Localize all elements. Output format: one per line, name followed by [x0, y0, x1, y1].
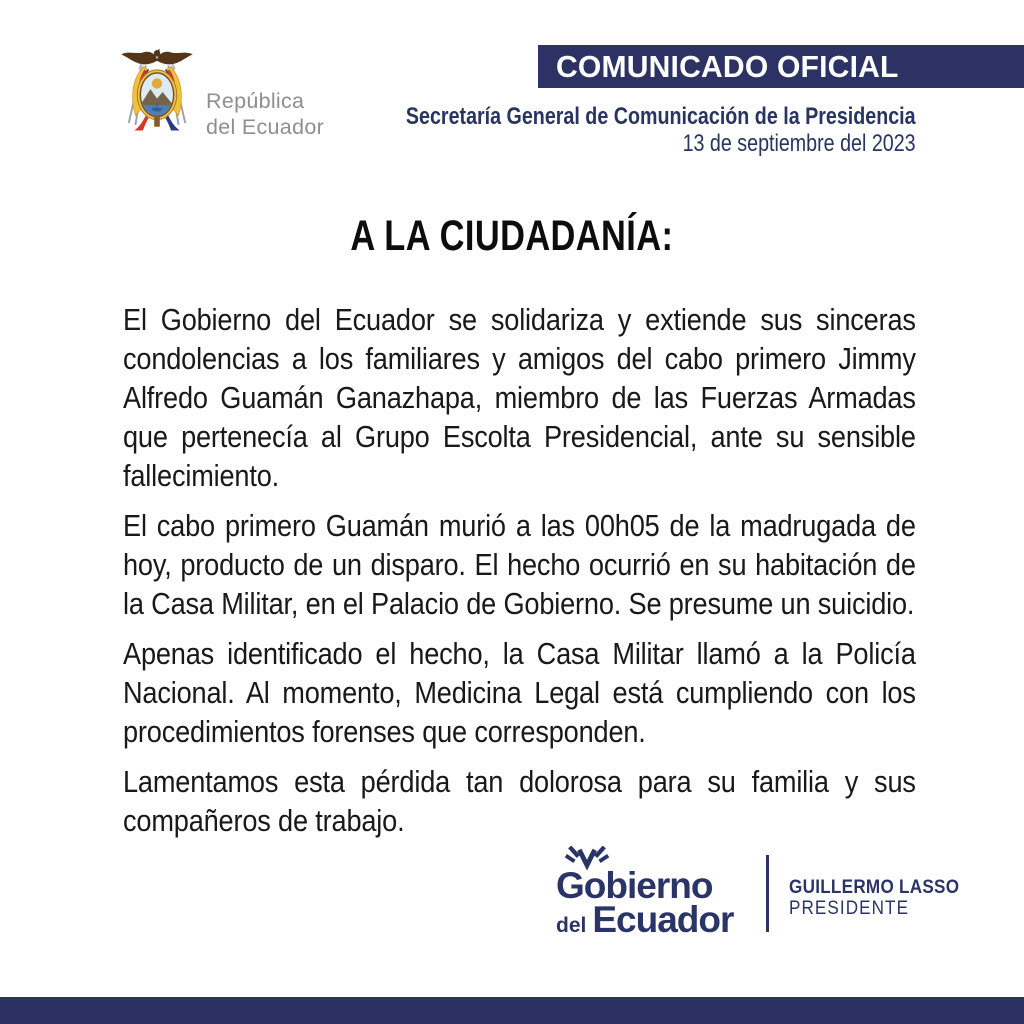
government-logo [556, 846, 734, 941]
government-logo-ecuador: Ecuador [592, 899, 734, 941]
communique-body [123, 300, 916, 851]
communique-date: 13 de septiembre del 2023 [682, 129, 916, 157]
paragraph-4: Lamentamos esta pérdida tan dolorosa para su familia y sus compañeros de trabajo. [123, 764, 916, 838]
president-block [789, 878, 959, 920]
republic-label [206, 88, 324, 140]
paragraph-2: El cabo primero Guamán murió a las 00h05 de la madrugada de hoy, producto de un disparo. El hecho ocurrió en su habitación de la Casa Militar, en el Palacio de Gobierno. Se presume un suicidio. [123, 508, 916, 621]
government-logo-del: del [556, 914, 587, 938]
government-logo-word2 [556, 899, 734, 941]
paragraph-1: El Gobierno del Ecuador se solidariza y extiende sus sinceras condolencias a los familiares y amigos del cabo primero Jimmy Alfredo Guamán Ganazhapa, miembro de las Fuerzas Armadas que pertenecía al Grupo Escolta Presidencial, ante su sensible fallecimiento. [123, 302, 916, 493]
official-communique-banner [538, 45, 1024, 88]
republic-line1: República [206, 89, 305, 113]
republic-line2: del Ecuador [206, 115, 325, 140]
document-title: A LA CIUDADANÍA: [350, 212, 674, 260]
footer-divider [766, 855, 769, 932]
government-logo-word1: Gobierno [556, 865, 713, 906]
president-name: GUILLERMO LASSO [789, 877, 960, 898]
paragraph-3: Apenas identificado el hecho, la Casa Militar llamó a la Policía Nacional. Al momento, Medicina Legal está cumpliendo con los procedimientos forenses que corresponden. [123, 636, 916, 749]
secretariat-name: Secretaría General de Comunicación de la Presidencia [406, 103, 916, 130]
ecuador-coat-of-arms-icon [110, 40, 204, 142]
secretariat-block [406, 104, 916, 158]
bottom-accent-bar [0, 997, 1024, 1024]
president-role: PRESIDENTE [789, 897, 910, 919]
banner-title: COMUNICADO OFICIAL [556, 48, 899, 84]
document-title-wrap [0, 212, 1024, 261]
